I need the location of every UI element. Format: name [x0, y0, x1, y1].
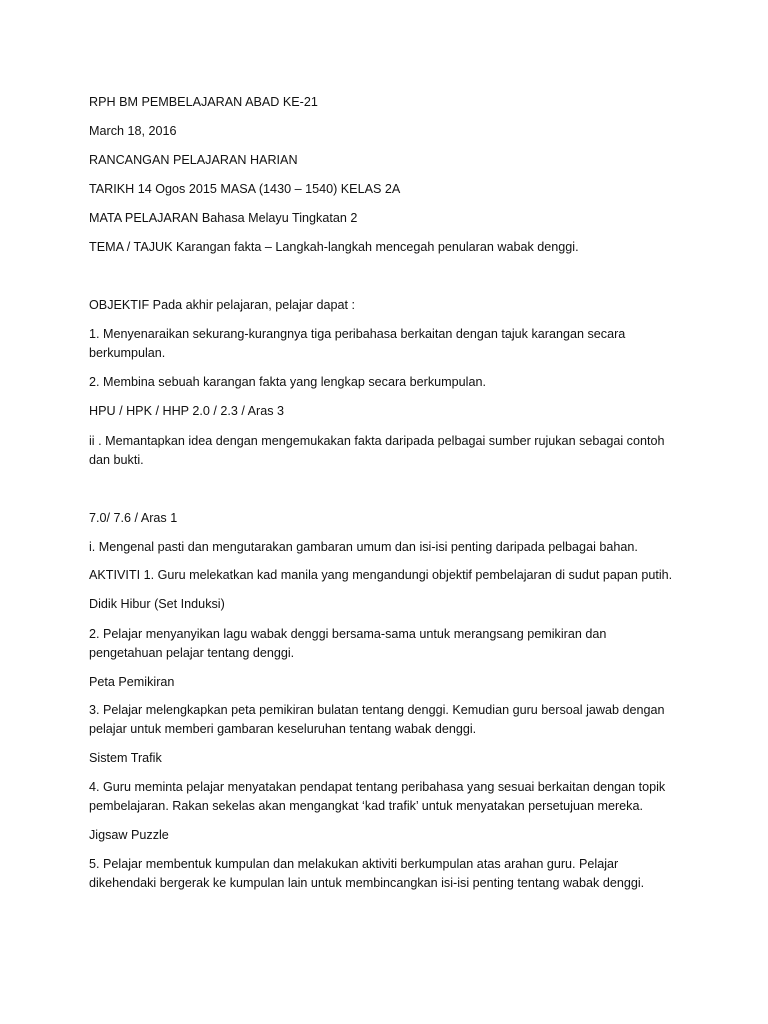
didik-hibur-heading: Didik Hibur (Set Induksi)	[89, 597, 225, 611]
jigsaw-puzzle-heading: Jigsaw Puzzle	[89, 828, 169, 842]
document-date: March 18, 2016	[89, 124, 177, 138]
objective-1-line-2: berkumpulan.	[89, 346, 166, 360]
objective-ii-line-2: dan bukti.	[89, 453, 144, 467]
activity-2-line-2: pengetahuan pelajar tentang denggi.	[89, 646, 295, 660]
document-title: RPH BM PEMBELAJARAN ABAD KE-21	[89, 95, 318, 109]
tarikh-line: TARIKH 14 Ogos 2015 MASA (1430 – 1540) KELAS 2A	[89, 182, 401, 196]
tema-line: TEMA / TAJUK Karangan fakta – Langkah-langkah mencegah penularan wabak denggi.	[89, 240, 579, 254]
activity-5-line-1: 5. Pelajar membentuk kumpulan dan melakukan aktiviti berkumpulan atas arahan guru. Pelajar	[89, 857, 619, 871]
activity-4-line-2: pembelajaran. Rakan sekelas akan mengangkat ‘kad trafik’ untuk menyatakan persetujuan mereka.	[89, 799, 643, 813]
aras-line: 7.0/ 7.6 / Aras 1	[89, 511, 178, 525]
objective-ii-line-1: ii . Memantapkan idea dengan mengemukakan fakta daripada pelbagai sumber rujukan sebagai contoh	[89, 434, 665, 448]
objective-2: 2. Membina sebuah karangan fakta yang lengkap secara berkumpulan.	[89, 375, 486, 389]
activity-3-line-2: pelajar untuk memberi gambaran keseluruhan tentang wabak denggi.	[89, 722, 477, 736]
activity-4-line-1: 4. Guru meminta pelajar menyatakan pendapat tentang peribahasa yang sesuai berkaitan dengan topik	[89, 780, 666, 794]
objektif-line: OBJEKTIF Pada akhir pelajaran, pelajar dapat :	[89, 298, 356, 312]
activity-2-line-1: 2. Pelajar menyanyikan lagu wabak denggi bersama-sama untuk merangsang pemikiran dan	[89, 627, 607, 641]
aktiviti-1: AKTIVITI 1. Guru melekatkan kad manila yang mengandungi objektif pembelajaran di sudut papan putih.	[89, 568, 673, 582]
hpu-line: HPU / HPK / HHP 2.0 / 2.3 / Aras 3	[89, 404, 285, 418]
activity-3-line-1: 3. Pelajar melengkapkan peta pemikiran bulatan tentang denggi. Kemudian guru bersoal jawab dengan	[89, 703, 665, 717]
peta-pemikiran-heading: Peta Pemikiran	[89, 675, 175, 689]
objective-1-line-1: 1. Menyenaraikan sekurang-kurangnya tiga peribahasa berkaitan dengan tajuk karangan secara	[89, 327, 626, 341]
mata-pelajaran-line: MATA PELAJARAN Bahasa Melayu Tingkatan 2	[89, 211, 358, 225]
sistem-trafik-heading: Sistem Trafik	[89, 751, 162, 765]
document-subtitle: RANCANGAN PELAJARAN HARIAN	[89, 153, 298, 167]
objective-i: i. Mengenal pasti dan mengutarakan gambaran umum dan isi-isi penting daripada pelbagai bahan.	[89, 540, 638, 554]
activity-5-line-2: dikehendaki bergerak ke kumpulan lain untuk membincangkan isi-isi penting tentang wabak denggi.	[89, 876, 645, 890]
